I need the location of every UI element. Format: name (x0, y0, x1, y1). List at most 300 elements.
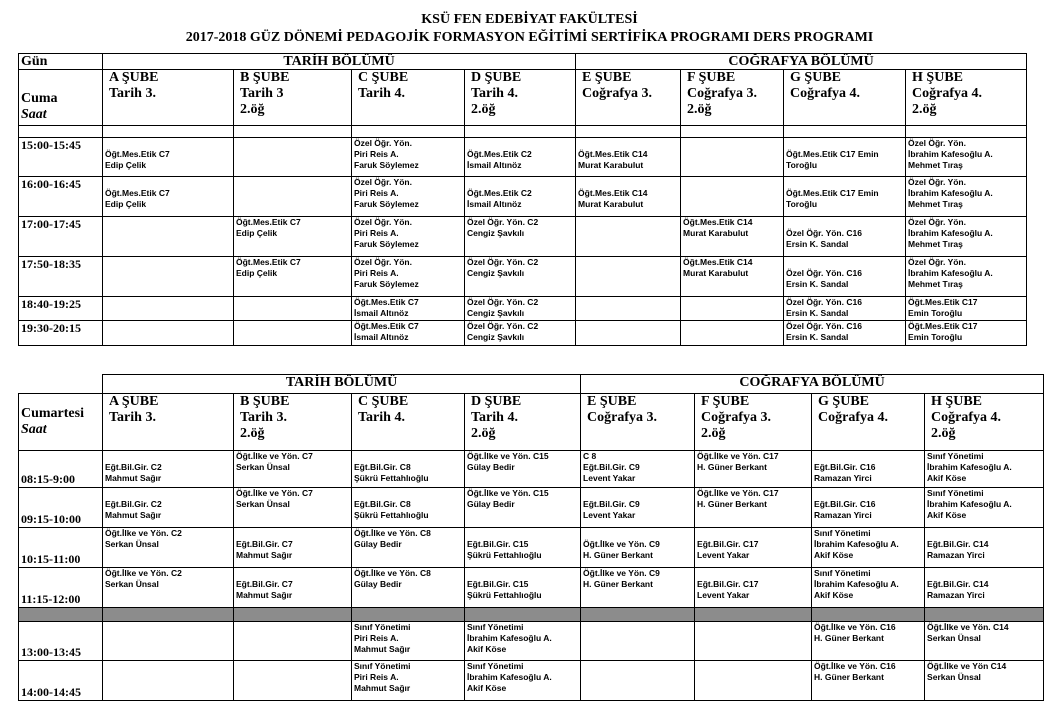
course-line: İbrahim Kafesoğlu A. (467, 672, 552, 682)
course-cell (925, 622, 1044, 661)
course-line: İsmail Altınöz (467, 199, 522, 209)
course-line: Öğt.Mes.Etik C17 (908, 297, 978, 307)
section-program: Coğrafya 3. (701, 410, 772, 425)
course-cell (576, 297, 681, 321)
spacer-row (19, 126, 1027, 138)
course-cell (906, 138, 1027, 177)
course-line: Öğt.Mes.Etik C17 (908, 321, 978, 331)
course-line: Ramazan Yirci (927, 550, 985, 560)
section-header-row (19, 394, 1044, 451)
course-line: Ersin K. Sandal (786, 332, 849, 342)
course-line: Eğt.Bil.Gir. C16 (814, 499, 876, 509)
course-line: Sınıf Yönetimi (354, 661, 411, 671)
course-line: Eğt.Bil.Gir. C15 (467, 539, 529, 549)
course-line: H. Güner Berkant (583, 579, 653, 589)
section-header-f (681, 70, 784, 126)
break-cell (812, 608, 925, 622)
course-line: Eğt.Bil.Gir. C15 (467, 579, 529, 589)
section-program: Tarih 3. (109, 410, 156, 425)
course-line: H. Güner Berkant (697, 462, 767, 472)
course-line: Özel Öğr. Yön. (354, 138, 412, 148)
course-line: Cengiz Şavkılı (467, 332, 525, 342)
section-program: Coğrafya 3. (582, 86, 653, 101)
section-name: F ŞUBE (701, 394, 750, 409)
course-line (786, 217, 903, 228)
course-line: İbrahim Kafesoğlu A. (927, 462, 1012, 472)
course-line: Edip Çelik (105, 160, 147, 170)
course-line: Özel Öğr. Yön. C16 (786, 268, 862, 278)
break-cell (103, 608, 234, 622)
course-cell (576, 138, 681, 177)
course-line: Öğt.İlke ve Yön. C9 (583, 568, 660, 578)
day-cell (19, 70, 103, 126)
course-cell (695, 528, 812, 568)
course-line: Mahmut Sağır (236, 550, 293, 560)
course-line: Sınıf Yönetimi (467, 661, 524, 671)
course-line: C 8 (583, 451, 597, 461)
course-line (467, 528, 578, 539)
course-line: Serkan Ünsal (927, 633, 981, 643)
section-header-e (576, 70, 681, 126)
course-line: Öğt.Mes.Etik C7 (105, 149, 170, 159)
course-line: Akif Köse (927, 473, 967, 483)
break-cell (465, 608, 581, 622)
course-cell (681, 297, 784, 321)
course-line: Cengiz Şavkılı (467, 268, 525, 278)
section-name: B ŞUBE (240, 70, 290, 85)
schedule-row (19, 297, 1027, 321)
course-cell (812, 661, 925, 701)
course-line: H. Güner Berkant (583, 550, 653, 560)
course-line: Öğt.İlke ve Yön. C17 (697, 451, 779, 461)
course-line: Mahmut Sağır (105, 473, 162, 483)
section-header-a (103, 70, 234, 126)
course-cell (576, 321, 681, 346)
section-name: G ŞUBE (818, 394, 870, 409)
course-line: Eğt.Bil.Gir. C17 (697, 539, 759, 549)
section-name: F ŞUBE (687, 70, 736, 85)
course-line: Öğt.Mes.Etik C7 (354, 321, 419, 331)
course-cell (103, 177, 234, 217)
section-header-e (581, 394, 695, 451)
course-line: İsmail Altınöz (354, 308, 409, 318)
course-line (583, 528, 692, 539)
course-line: Öğt.İlke ve Yön. C15 (467, 451, 549, 461)
course-cell (234, 217, 352, 257)
course-line: Mahmut Sağır (354, 644, 411, 654)
course-cell (234, 622, 352, 661)
saturday-rows (19, 451, 1044, 701)
course-line: Öğt.İlke ve Yön. C2 (105, 528, 182, 538)
course-cell (581, 528, 695, 568)
time-slot: 17:00-17:45 (19, 217, 103, 257)
section-name: H ŞUBE (912, 70, 964, 85)
schedule-row (19, 488, 1044, 528)
course-line: Akif Köse (814, 590, 854, 600)
course-cell (234, 451, 352, 488)
spacer-cell (784, 126, 906, 138)
course-line: Şükrü Fettahlıoğlu (354, 510, 429, 520)
course-line (697, 568, 809, 579)
course-cell (812, 488, 925, 528)
course-cell (352, 528, 465, 568)
saat-label: Saat (21, 422, 47, 437)
course-line (467, 138, 573, 149)
course-line: Öğt.İlke ve Yön. C8 (354, 568, 431, 578)
break-cell (234, 608, 352, 622)
course-line: Öğt.Mes.Etik C14 (683, 257, 753, 267)
course-line (814, 488, 922, 499)
course-cell (925, 661, 1044, 701)
course-cell (234, 177, 352, 217)
course-line: Özel Öğr. Yön. C16 (786, 228, 862, 238)
section-header-b (234, 70, 352, 126)
section-shift: 2.öğ (912, 102, 937, 117)
section-program: Tarih 4. (358, 86, 405, 101)
course-cell (925, 488, 1044, 528)
section-shift: 2.öğ (471, 426, 496, 441)
time-slot: 16:00-16:45 (19, 177, 103, 217)
break-row (19, 608, 1044, 622)
course-cell (352, 321, 465, 346)
section-program: Coğrafya 4. (912, 86, 983, 101)
course-line: Cengiz Şavkılı (467, 228, 525, 238)
course-cell (234, 568, 352, 608)
course-line: Toroğlu (786, 199, 818, 209)
course-line (467, 177, 573, 188)
course-line: İbrahim Kafesoğlu A. (467, 633, 552, 643)
course-cell (103, 488, 234, 528)
course-line: Serkan Ünsal (236, 462, 290, 472)
course-cell (812, 568, 925, 608)
friday-schedule-table (18, 53, 1027, 346)
course-cell (784, 138, 906, 177)
course-line: Sınıf Yönetimi (814, 568, 871, 578)
course-line: Edip Çelik (236, 228, 278, 238)
course-cell (925, 528, 1044, 568)
course-line: Ersin K. Sandal (786, 239, 849, 249)
course-cell (581, 661, 695, 701)
spacer-cell (681, 126, 784, 138)
course-line: Gülay Bedir (354, 579, 402, 589)
course-cell (103, 568, 234, 608)
section-name: B ŞUBE (240, 394, 290, 409)
break-cell (19, 608, 103, 622)
schedule-row (19, 177, 1027, 217)
course-line: Mehmet Tıraş (908, 239, 963, 249)
course-line (354, 488, 462, 499)
course-line: Özel Öğr. Yön. C16 (786, 297, 862, 307)
schedule-row (19, 661, 1044, 701)
course-line: Murat Karabulut (683, 268, 749, 278)
section-header-d (465, 394, 581, 451)
course-line: Mahmut Sağır (354, 683, 411, 693)
course-line: Emin Toroğlu (908, 308, 963, 318)
tarih-dept-header: TARİH BÖLÜMÜ (103, 375, 581, 394)
course-line: Edip Çelik (236, 268, 278, 278)
course-cell (234, 138, 352, 177)
course-line: Toroğlu (786, 160, 818, 170)
course-line: Piri Reis A. (354, 672, 399, 682)
section-program: Tarih 3. (109, 86, 156, 101)
section-shift: 2.öğ (240, 102, 265, 117)
break-cell (581, 608, 695, 622)
course-line: H. Güner Berkant (814, 633, 884, 643)
course-cell (352, 257, 465, 297)
course-cell (465, 528, 581, 568)
course-line (236, 568, 349, 579)
course-cell (906, 297, 1027, 321)
course-line: Faruk Söylemez (354, 279, 419, 289)
course-line: Öğt.İlke ve Yön C14 (927, 661, 1007, 671)
course-line: Levent Yakar (583, 510, 636, 520)
course-cell (576, 177, 681, 217)
course-cell (465, 257, 576, 297)
break-cell (925, 608, 1044, 622)
course-cell (695, 661, 812, 701)
course-cell (465, 217, 576, 257)
course-line: Özel Öğr. Yön. (354, 177, 412, 187)
section-shift: 2.öğ (931, 426, 956, 441)
section-header-d (465, 70, 576, 126)
course-line: Eğt.Bil.Gir. C14 (927, 579, 989, 589)
course-cell (581, 488, 695, 528)
course-line: Öğt.İlke ve Yön. C14 (927, 622, 1009, 632)
section-header-f (695, 394, 812, 451)
time-slot: 09:15-10:00 (19, 488, 103, 528)
course-cell (812, 528, 925, 568)
course-line: Öğt.İlke ve Yön. C7 (236, 451, 313, 461)
course-line (927, 568, 1041, 579)
course-line: Öğt.İlke ve Yön. C7 (236, 488, 313, 498)
section-name: G ŞUBE (790, 70, 842, 85)
course-line: Özel Öğr. Yön. (908, 257, 966, 267)
time-slot: 17:50-18:35 (19, 257, 103, 297)
section-program: Coğrafya 4. (931, 410, 1002, 425)
course-line: Murat Karabulut (683, 228, 749, 238)
course-line: Öğt.Mes.Etik C7 (354, 297, 419, 307)
course-cell (906, 257, 1027, 297)
section-program: Tarih 3. (240, 410, 287, 425)
course-line: İbrahim Kafesoğlu A. (908, 228, 993, 238)
course-cell (103, 622, 234, 661)
course-line: Özel Öğr. Yön. C2 (467, 257, 539, 267)
course-line: Eğt.Bil.Gir. C2 (105, 462, 162, 472)
course-line: Akif Köse (814, 550, 854, 560)
course-line: Öğt.Mes.Etik C7 (236, 217, 301, 227)
section-program: Coğrafya 3. (587, 410, 658, 425)
course-cell (812, 451, 925, 488)
course-line: Öğt.İlke ve Yön. C17 (697, 488, 779, 498)
course-cell (234, 661, 352, 701)
course-cell (352, 488, 465, 528)
section-header-g (784, 70, 906, 126)
course-line: Öğt.Mes.Etik C7 (236, 257, 301, 267)
course-line: Öğt.Mes.Etik C2 (467, 149, 532, 159)
section-header-c (352, 70, 465, 126)
course-line: Levent Yakar (697, 550, 750, 560)
course-line (927, 528, 1041, 539)
course-line: Özel Öğr. Yön. C16 (786, 321, 862, 331)
course-line: Eğt.Bil.Gir. C9 (583, 499, 640, 509)
break-cell (695, 608, 812, 622)
course-line: Öğt.İlke ve Yön. C2 (105, 568, 182, 578)
course-line: Sınıf Yönetimi (927, 488, 984, 498)
course-line: Levent Yakar (583, 473, 636, 483)
section-header-g (812, 394, 925, 451)
course-line (578, 138, 678, 149)
section-name: C ŞUBE (358, 70, 409, 85)
course-line: Mehmet Tıraş (908, 199, 963, 209)
course-cell (352, 138, 465, 177)
course-line: Serkan Ünsal (927, 672, 981, 682)
time-slot: 18:40-19:25 (19, 297, 103, 321)
course-line: İbrahim Kafesoğlu A. (814, 539, 899, 549)
saat-label: Saat (21, 107, 47, 122)
empty-corner (19, 375, 103, 394)
section-name: D ŞUBE (471, 70, 522, 85)
course-line: Sınıf Yönetimi (814, 528, 871, 538)
course-line: Serkan Ünsal (105, 579, 159, 589)
schedule-row (19, 321, 1027, 346)
spacer-cell (465, 126, 576, 138)
course-cell (784, 321, 906, 346)
time-slot: 13:00-13:45 (19, 622, 103, 661)
course-line: Eğt.Bil.Gir. C8 (354, 462, 411, 472)
course-cell (465, 297, 576, 321)
course-line (105, 451, 231, 462)
course-line: Ramazan Yirci (814, 510, 872, 520)
time-slot: 15:00-15:45 (19, 138, 103, 177)
schedule-row (19, 257, 1027, 297)
course-cell (906, 321, 1027, 346)
course-line: Faruk Söylemez (354, 199, 419, 209)
course-line (467, 568, 578, 579)
section-program: Coğrafya 4. (790, 86, 861, 101)
section-shift: 2.öğ (701, 426, 726, 441)
course-cell (925, 451, 1044, 488)
section-program: Tarih 4. (471, 410, 518, 425)
section-header-c (352, 394, 465, 451)
course-line: Gülay Bedir (467, 499, 515, 509)
course-cell (465, 138, 576, 177)
course-line: Mehmet Tıraş (908, 279, 963, 289)
course-cell (465, 622, 581, 661)
course-cell (352, 217, 465, 257)
course-line: Piri Reis A. (354, 633, 399, 643)
spacer-cell (103, 126, 234, 138)
course-cell (465, 177, 576, 217)
course-line: Murat Karabulut (578, 199, 644, 209)
course-line: H. Güner Berkant (814, 672, 884, 682)
schedule-row (19, 138, 1027, 177)
course-line: Eğt.Bil.Gir. C17 (697, 579, 759, 589)
course-line: Öğt.İlke ve Yön. C16 (814, 622, 896, 632)
course-line (786, 257, 903, 268)
schedule-row (19, 568, 1044, 608)
course-line: Levent Yakar (697, 590, 750, 600)
section-shift: 2.öğ (687, 102, 712, 117)
course-cell (681, 257, 784, 297)
course-line: Öğt.İlke ve Yön. C15 (467, 488, 549, 498)
course-line: Edip Çelik (105, 199, 147, 209)
course-cell (576, 217, 681, 257)
course-line: Öğt.Mes.Etik C7 (105, 188, 170, 198)
course-line: İsmail Altınöz (354, 332, 409, 342)
course-line: İbrahim Kafesoğlu A. (908, 268, 993, 278)
course-cell (695, 488, 812, 528)
course-cell (352, 568, 465, 608)
course-cell (812, 622, 925, 661)
course-line: Gülay Bedir (467, 462, 515, 472)
course-line: Öğt.Mes.Etik C14 (578, 149, 648, 159)
spacer-cell (234, 126, 352, 138)
day-label: Cuma (21, 91, 58, 106)
gun-header: Gün (19, 54, 103, 70)
course-cell (103, 451, 234, 488)
cografya-dept-header: COĞRAFYA BÖLÜMÜ (581, 375, 1044, 394)
course-line: H. Güner Berkant (697, 499, 767, 509)
course-line (105, 488, 231, 499)
course-cell (103, 217, 234, 257)
course-line (354, 451, 462, 462)
course-cell (784, 257, 906, 297)
course-line: Piri Reis A. (354, 268, 399, 278)
course-line: Öğt.Mes.Etik C2 (467, 188, 532, 198)
course-cell (465, 451, 581, 488)
section-name: H ŞUBE (931, 394, 983, 409)
course-line: Öğt.İlke ve Yön. C9 (583, 539, 660, 549)
course-cell (784, 177, 906, 217)
course-line: Piri Reis A. (354, 149, 399, 159)
course-line: Özel Öğr. Yön. (354, 217, 412, 227)
course-line: Akif Köse (927, 510, 967, 520)
course-line: Eğt.Bil.Gir. C16 (814, 462, 876, 472)
course-cell (352, 451, 465, 488)
course-cell (784, 217, 906, 257)
time-slot: 19:30-20:15 (19, 321, 103, 346)
course-line (786, 177, 903, 188)
course-cell (234, 528, 352, 568)
section-header-row (19, 70, 1027, 126)
section-shift: 2.öğ (240, 426, 265, 441)
course-cell (234, 321, 352, 346)
course-line (697, 528, 809, 539)
section-header-h (906, 70, 1027, 126)
course-cell (906, 217, 1027, 257)
course-line: Öğt.Mes.Etik C17 Emin (786, 149, 879, 159)
course-cell (103, 138, 234, 177)
course-line: Sınıf Yönetimi (354, 622, 411, 632)
course-cell (681, 177, 784, 217)
course-line: Özel Öğr. Yön. (908, 177, 966, 187)
course-cell (103, 257, 234, 297)
program-title: 2017-2018 GÜZ DÖNEMİ PEDAGOJİK FORMASYON EĞİTİMİ SERTİFİKA PROGRAMI DERS PROGRAMI (185, 30, 874, 45)
course-cell (103, 528, 234, 568)
course-line (105, 177, 231, 188)
course-cell (695, 451, 812, 488)
schedule-row (19, 622, 1044, 661)
course-line: Eğt.Bil.Gir. C9 (583, 462, 640, 472)
course-line: Eğt.Bil.Gir. C2 (105, 499, 162, 509)
course-line: Öğt.İlke ve Yön. C8 (354, 528, 431, 538)
course-cell (576, 257, 681, 297)
course-line: Eğt.Bil.Gir. C14 (927, 539, 989, 549)
schedule-row (19, 217, 1027, 257)
course-line: Piri Reis A. (354, 188, 399, 198)
course-line: Murat Karabulut (578, 160, 644, 170)
course-line: Özel Öğr. Yön. C2 (467, 321, 539, 331)
